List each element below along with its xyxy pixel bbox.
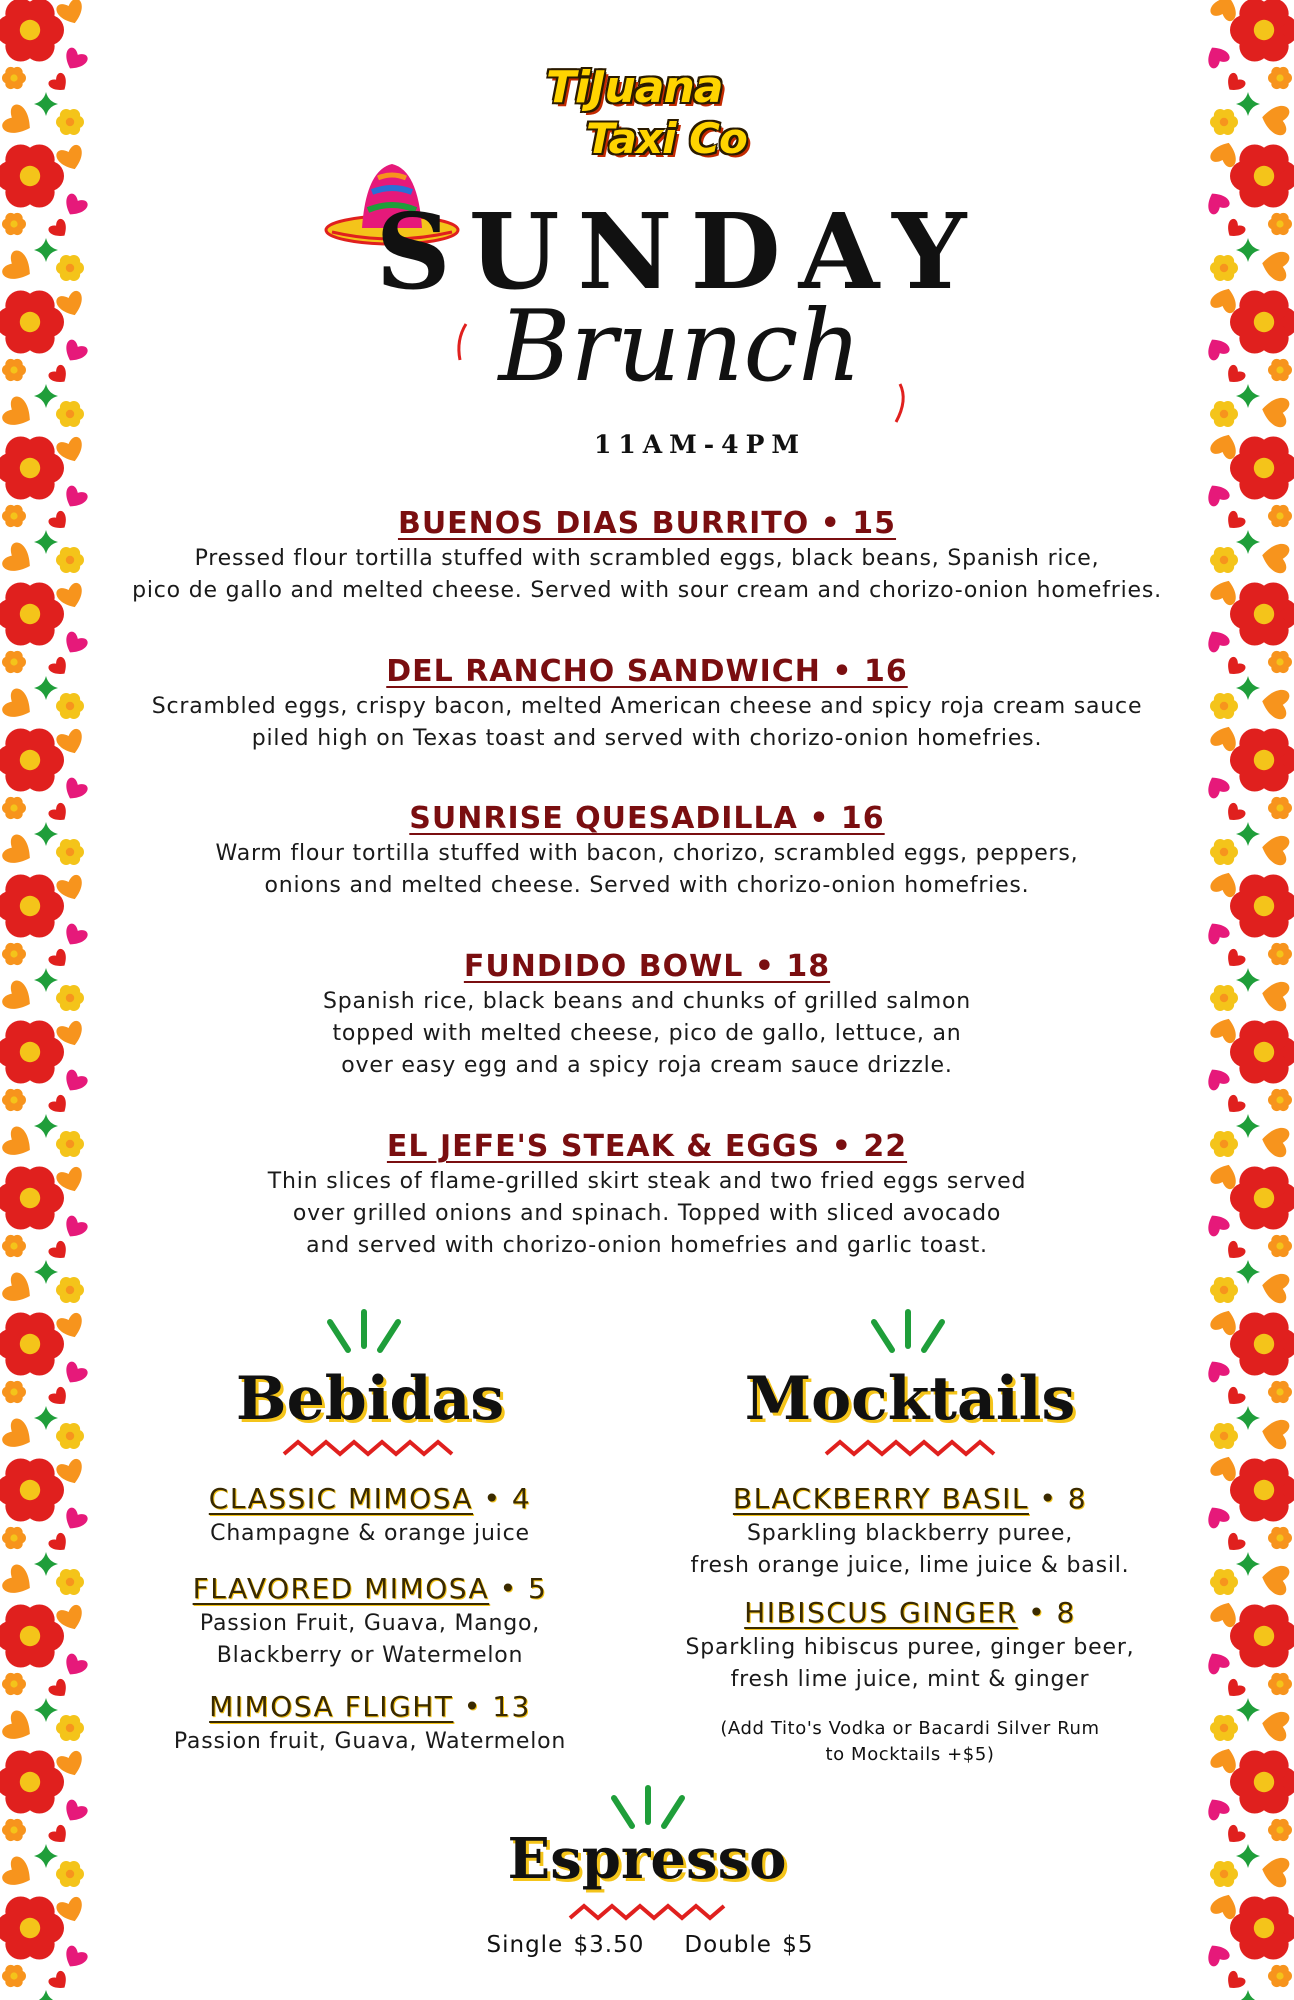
section-heading-espresso: Espresso <box>507 1826 787 1892</box>
menu-item-description: Pressed flour tortilla stuffed with scrambled eggs, black beans, Spanish rice, pico de gallo and melted cheese. Served with sour cream and chorizo-onion homefries. <box>132 546 1162 603</box>
hours: 11AM-4PM <box>593 430 807 459</box>
drink-name <box>193 1570 548 1608</box>
section-heading-mocktails: Mocktails <box>744 1364 1076 1434</box>
drink-description: Sparkling blackberry puree, fresh orange juice, lime juice & basil. <box>690 1521 1130 1578</box>
drink-description: Sparkling hibiscus puree, ginger beer, fresh lime juice, mint & ginger <box>685 1635 1135 1692</box>
page-title: SUNDAY <box>375 190 985 313</box>
floral-pattern-icon <box>0 0 92 2000</box>
drink-description: Passion Fruit, Guava, Mango, Blackberry or Watermelon <box>199 1611 541 1668</box>
espresso-prices <box>400 1932 900 1958</box>
drink-name-label: FLAVORED MIMOSA <box>192 1572 490 1605</box>
floral-border-left <box>0 0 92 2000</box>
drink-item <box>120 1480 620 1550</box>
drink-price: • 8 <box>1028 1482 1088 1515</box>
drink-name-label: BLACKBERRY BASIL <box>732 1482 1029 1515</box>
drink-name <box>209 1688 531 1726</box>
zigzag-divider-icon <box>568 1900 726 1924</box>
menu-item-name: FUNDIDO BOWL • 18 <box>463 949 831 984</box>
section-heading-bebidas: Bebidas <box>235 1364 505 1434</box>
zigzag-divider-icon <box>282 1436 454 1460</box>
menu-item-name: EL JEFE'S STEAK & EGGS • 22 <box>386 1129 908 1164</box>
drink-item <box>120 1570 620 1672</box>
sparkle-rays-icon <box>604 1782 694 1832</box>
floral-pattern-icon <box>1202 0 1294 2000</box>
page-subtitle: Brunch <box>498 290 862 404</box>
drink-price: • 8 <box>1017 1596 1076 1629</box>
drink-name-label: HIBISCUS GINGER <box>744 1596 1018 1629</box>
drink-item <box>120 1688 620 1758</box>
floral-border-right <box>1202 0 1294 2000</box>
menu-item-name: SUNRISE QUESADILLA • 16 <box>409 801 885 836</box>
drink-price: • 4 <box>473 1482 532 1515</box>
menu-item <box>100 505 1194 607</box>
zigzag-divider-icon <box>824 1436 996 1460</box>
drink-name <box>744 1594 1076 1632</box>
mocktail-note: (Add Tito's Vodka or Bacardi Silver Rum to Mocktails +$5) <box>720 1718 1100 1765</box>
menu-item <box>100 800 1194 902</box>
menu-item <box>100 1128 1194 1262</box>
menu-item <box>100 653 1194 755</box>
drink-name-label: CLASSIC MIMOSA <box>208 1482 474 1515</box>
logo <box>546 62 756 174</box>
espresso-double-price: Double $5 <box>684 1932 814 1958</box>
drink-price: • 13 <box>453 1690 531 1723</box>
menu-item-description: Scrambled eggs, crispy bacon, melted American cheese and spicy roja cream sauce piled high on Texas toast and served with chorizo-onion homefries. <box>151 694 1143 751</box>
espresso-single-price: Single $3.50 <box>486 1932 645 1958</box>
menu-item-description: Spanish rice, black beans and chunks of grilled salmon topped with melted cheese, pico de gallo, lettuce, an over easy egg and a spicy roja cream sauce drizzle. <box>322 989 972 1078</box>
drink-description: Passion fruit, Guava, Watermelon <box>173 1729 567 1754</box>
menu-item-description: Thin slices of flame-grilled skirt steak and two fried eggs served over grilled onions and spinach. Topped with sliced avocado and served with chorizo-onion homefries and garlic toast. <box>267 1169 1027 1258</box>
drink-name-label: MIMOSA FLIGHT <box>209 1690 454 1723</box>
drink-description: Champagne & orange juice <box>210 1521 530 1546</box>
sparkle-rays-icon <box>864 1306 954 1356</box>
menu-item-name: DEL RANCHO SANDWICH • 16 <box>386 654 908 689</box>
drink-name <box>733 1480 1087 1518</box>
drink-name <box>209 1480 531 1518</box>
sparkle-rays-icon <box>320 1306 410 1356</box>
menu-item-name: BUENOS DIAS BURRITO • 15 <box>397 506 897 541</box>
logo-line-1: TiJuana <box>546 62 723 113</box>
drink-item <box>660 1594 1160 1696</box>
menu-item <box>100 948 1194 1082</box>
drink-item <box>660 1480 1160 1582</box>
logo-line-2: Taxi Co <box>586 114 747 163</box>
drink-price: • 5 <box>489 1572 548 1605</box>
menu-item-description: Warm flour tortilla stuffed with bacon, chorizo, scrambled eggs, peppers, onions and melted cheese. Served with chorizo-onion homefries. <box>215 841 1079 898</box>
